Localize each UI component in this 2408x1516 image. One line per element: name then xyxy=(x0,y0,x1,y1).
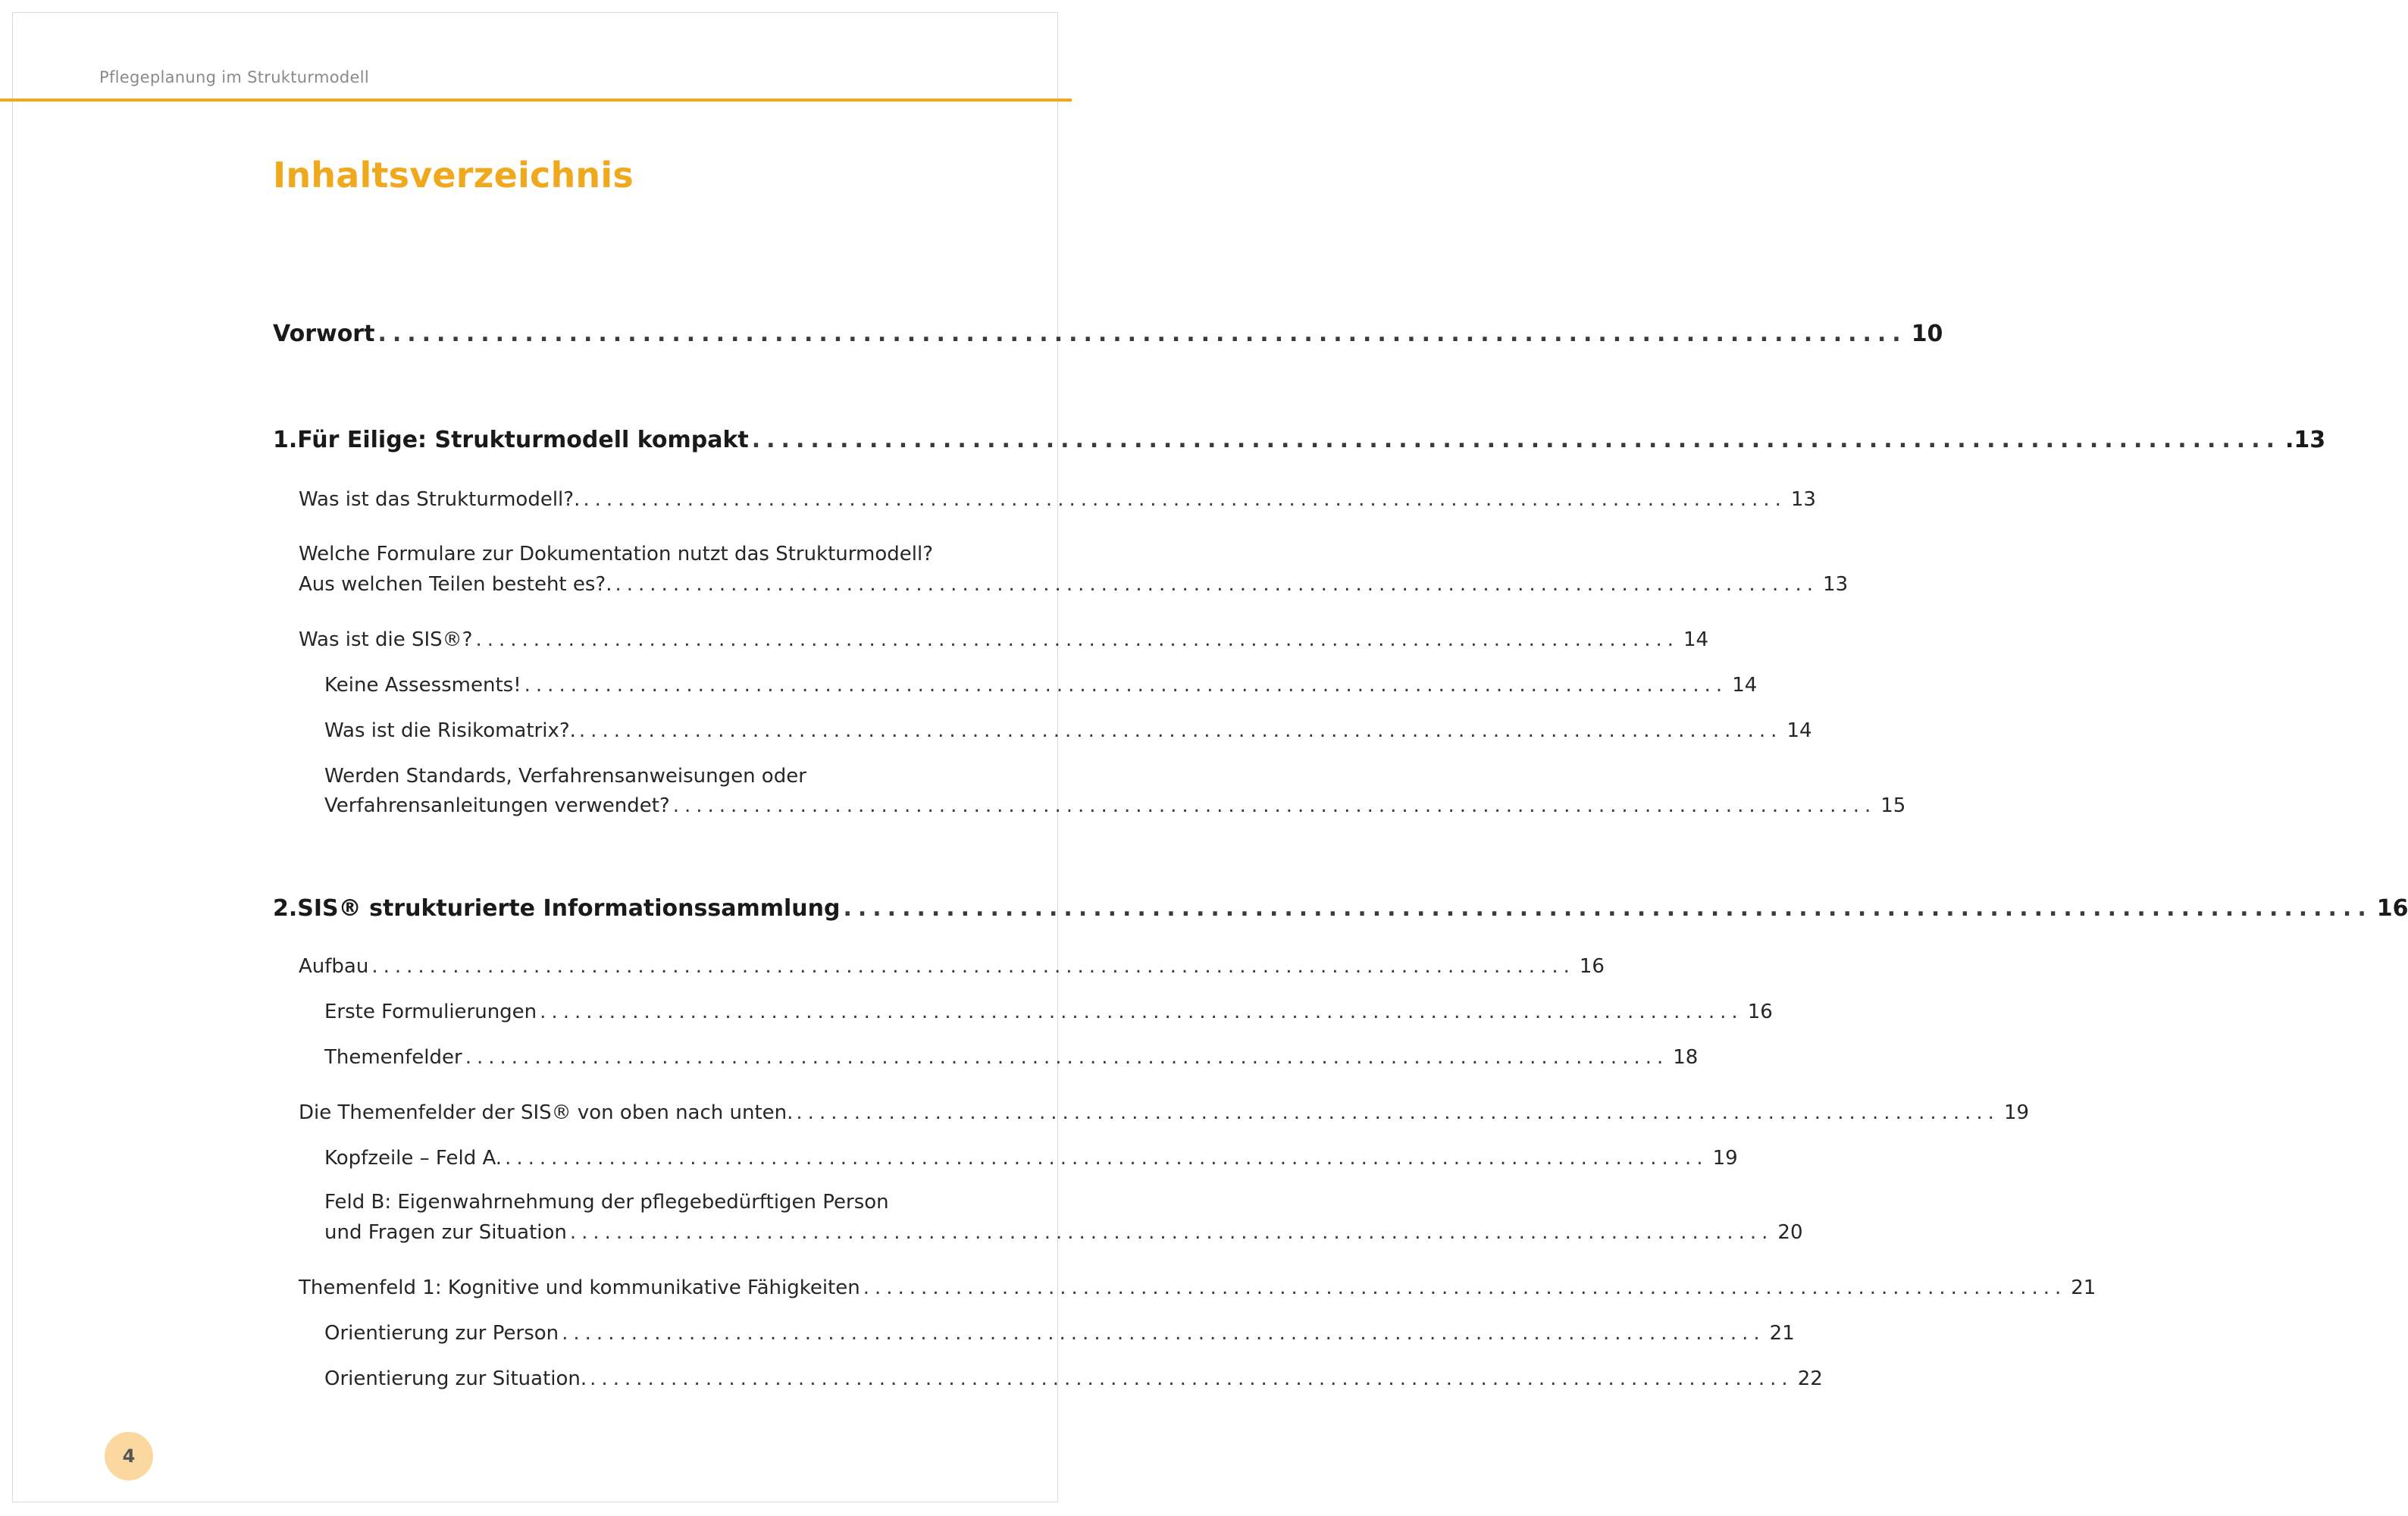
dot-leader: ........................................................................................................ xyxy=(583,488,1786,511)
toc-entry-page: 18 xyxy=(1673,1046,1699,1069)
toc-entry-page: 16 xyxy=(2376,895,2408,922)
toc-entry-page: 19 xyxy=(2003,1101,2030,1124)
toc-entry-title: Orientierung zur Person xyxy=(324,1322,559,1345)
toc-entry-formulare[interactable] xyxy=(273,570,1849,599)
toc-entry-feld-b-line1[interactable]: Feld B: Eigenwahrnehmung der pflegebedürftigen Person xyxy=(324,1191,889,1214)
dot-leader: ........................................................................................................ xyxy=(465,1046,1669,1069)
toc-entry-orientierung-situation[interactable] xyxy=(273,1364,1823,1393)
toc-entry-page: 14 xyxy=(1732,674,1758,697)
toc-entry-title: Was ist die Risikomatrix?. xyxy=(324,719,576,742)
toc-entry-title: Was ist die SIS®? xyxy=(299,628,473,651)
page-number-badge: 4 xyxy=(105,1432,153,1480)
toc-chapter-2[interactable] xyxy=(273,894,2408,923)
toc-entry-kopfzeile[interactable] xyxy=(273,1144,1738,1173)
toc-entry-title: Was ist das Strukturmodell?. xyxy=(299,488,581,511)
toc-entry-page: .13 xyxy=(2285,427,2326,453)
toc-entry-title: Themenfelder xyxy=(324,1046,462,1069)
toc-entry-themenfeld-1[interactable] xyxy=(273,1273,2096,1302)
toc-entry-page: 21 xyxy=(2071,1276,2096,1299)
dot-leader: ........................................................................................................ xyxy=(843,895,2372,922)
dot-leader: ........................................................................................................ xyxy=(524,674,1728,697)
dot-leader: ........................................................................................................ xyxy=(371,955,1575,978)
toc-entry-title: Die Themenfelder der SIS® von oben nach unten. xyxy=(299,1101,794,1124)
toc-entry-page: 14 xyxy=(1786,719,1812,742)
toc-entry-title: SIS® strukturierte Informationssammlung xyxy=(297,895,841,922)
toc-entry-aufbau[interactable] xyxy=(273,952,1605,981)
toc-chapter-1[interactable] xyxy=(273,426,2326,455)
dot-leader: ........................................................................................................ xyxy=(540,1001,1743,1023)
toc-entry-page: 22 xyxy=(1797,1367,1823,1390)
toc-entry-feld-b[interactable] xyxy=(273,1218,1803,1247)
header-rule xyxy=(0,99,1072,102)
toc-entry-was-ist-sis[interactable] xyxy=(273,625,1709,654)
toc-entry-page: 21 xyxy=(1769,1322,1795,1345)
toc-entry-themenfelder-sis[interactable] xyxy=(273,1098,2030,1127)
chapter-number: 2. xyxy=(273,895,298,922)
toc-entry-risikomatrix[interactable] xyxy=(273,716,1812,745)
running-head: Pflegeplanung im Strukturmodell xyxy=(99,68,369,86)
dot-leader: ........................................................................................................ xyxy=(615,573,1819,596)
dot-leader: ........................................................................................................ xyxy=(590,1367,1793,1390)
dot-leader: ........................................................................................................ xyxy=(505,1147,1708,1170)
toc-entry-page: 16 xyxy=(1747,1001,1773,1023)
dot-leader: ........................................................................................................ xyxy=(863,1276,2067,1299)
toc-entry-title: Keine Assessments! xyxy=(324,674,521,697)
toc-entry-title: Für Eilige: Strukturmodell kompakt xyxy=(297,427,749,453)
toc-entry-orientierung-person[interactable] xyxy=(273,1319,1795,1348)
toc-entry-formulare-line1[interactable]: Welche Formulare zur Dokumentation nutzt das Strukturmodell? xyxy=(299,543,934,565)
toc-entry-page: 20 xyxy=(1777,1221,1803,1244)
toc-entry-vorwort[interactable] xyxy=(273,320,1943,349)
page-title: Inhaltsverzeichnis xyxy=(273,155,634,196)
toc-entry-erste-formulierungen[interactable] xyxy=(273,998,1773,1026)
toc-entry-standards[interactable] xyxy=(273,791,1906,820)
toc-entry-title: Orientierung zur Situation. xyxy=(324,1367,587,1390)
dot-leader: ........................................................................................................ xyxy=(377,321,1907,347)
toc-entry-page: 16 xyxy=(1579,955,1605,978)
toc-entry-page: 15 xyxy=(1880,794,1906,817)
toc-entry-title: Aufbau xyxy=(299,955,369,978)
toc-entry-title: und Fragen zur Situation xyxy=(324,1221,567,1244)
toc-entry-keine-assessments[interactable] xyxy=(273,671,1758,700)
dot-leader: ........................................................................................................ xyxy=(672,794,1877,817)
toc-entry-title: Themenfeld 1: Kognitive und kommunikative Fähigkeiten xyxy=(299,1276,860,1299)
toc-entry-title: Vorwort xyxy=(273,321,375,347)
toc-entry-page: 13 xyxy=(1823,573,1849,596)
toc-entry-page: 14 xyxy=(1683,628,1709,651)
toc-entry-was-ist-strukturmodell[interactable] xyxy=(273,485,1816,514)
dot-leader: ........................................................................................................ xyxy=(562,1322,1765,1345)
toc-entry-themenfelder[interactable] xyxy=(273,1043,1699,1072)
dot-leader: ........................................................................................................ xyxy=(578,719,1783,742)
dot-leader: ........................................................................................................ xyxy=(796,1101,1999,1124)
dot-leader: ........................................................................................................ xyxy=(475,628,1680,651)
toc-entry-standards-line1[interactable]: Werden Standards, Verfahrensanweisungen oder xyxy=(324,765,806,788)
toc-entry-page: 19 xyxy=(1712,1147,1738,1170)
toc-entry-title: Verfahrensanleitungen verwendet? xyxy=(324,794,670,817)
chapter-number: 1. xyxy=(273,427,298,453)
toc-entry-title: Erste Formulierungen xyxy=(324,1001,537,1023)
dot-leader: ........................................................................................................ xyxy=(751,427,2281,453)
toc-entry-page: 13 xyxy=(1790,488,1816,511)
dot-leader: ........................................................................................................ xyxy=(569,1221,1774,1244)
toc-entry-page: 10 xyxy=(1911,321,1943,347)
toc-entry-title: Aus welchen Teilen besteht es?. xyxy=(299,573,612,596)
toc-entry-title: Kopfzeile – Feld A. xyxy=(324,1147,503,1170)
